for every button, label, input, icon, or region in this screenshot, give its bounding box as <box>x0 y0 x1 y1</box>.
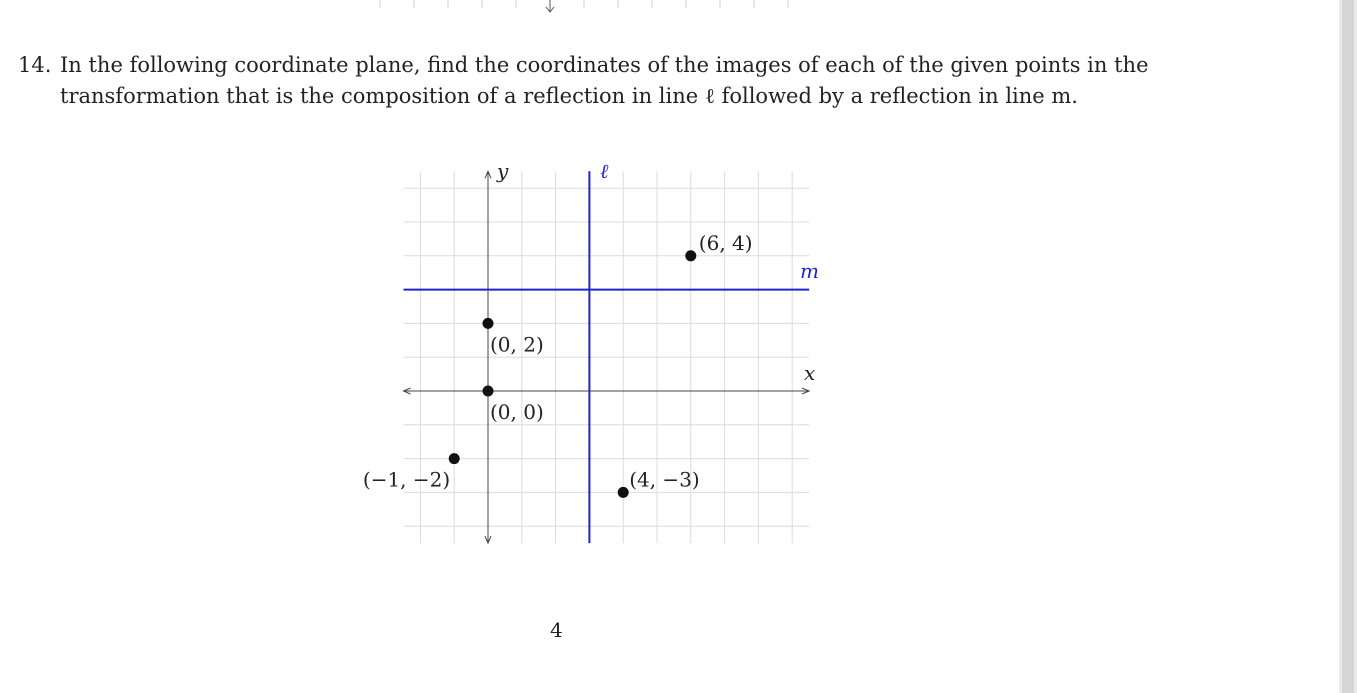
scrollbar-thumb[interactable] <box>1342 0 1354 693</box>
point-3 <box>449 453 460 464</box>
page-number: 4 <box>550 618 563 642</box>
grid <box>404 171 810 543</box>
vertical-scrollbar[interactable] <box>1339 0 1357 693</box>
point-label-1: (0, 2) <box>490 332 544 357</box>
y-axis-label: y <box>497 159 509 183</box>
point-label-3: (−1, −2) <box>362 467 451 492</box>
point-label-0: (6, 4) <box>698 230 753 255</box>
point-1 <box>483 318 494 329</box>
x-axis-label: x <box>804 361 816 385</box>
point-2 <box>483 386 494 397</box>
line-m-label: m <box>800 259 819 283</box>
point-label-4: (4, −3) <box>629 467 700 492</box>
points <box>363 231 753 498</box>
line-l-label: ℓ <box>600 159 609 183</box>
point-label-2: (0, 0) <box>490 400 544 424</box>
problem-statement: In the following coordinate plane, find the coordinates of the images of each of the given points in the transformation that is the composition of a reflection in line ℓ followed by a reflection in line m. <box>60 53 1149 108</box>
point-0 <box>685 250 696 261</box>
problem-number: 14. <box>18 53 52 77</box>
point-4 <box>618 487 629 498</box>
